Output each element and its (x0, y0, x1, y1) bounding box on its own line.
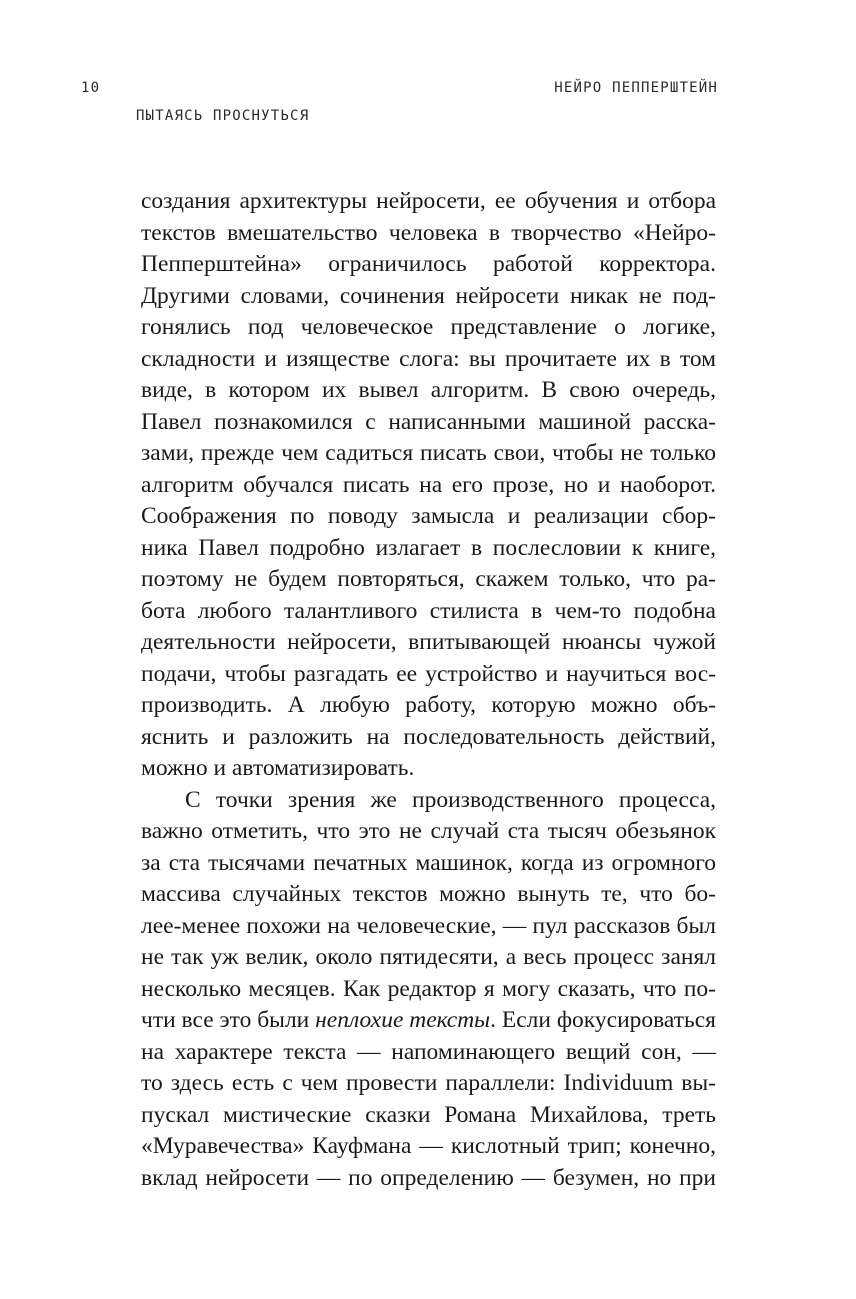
paragraph-1 (141, 186, 716, 785)
text-line: поэтому не будем повторяться, скажем только, что ра- (141, 566, 716, 592)
text-line: пускал мистические сказки Романа Михайлова, треть (141, 1101, 716, 1128)
text-line: подачи, чтобы разгадать ее устройство и научиться вос- (141, 660, 716, 687)
text-line: за ста тысячами печатных машинок, когда из огромного (141, 849, 716, 876)
text-line: Соображения по поводу замысла и реализации сбор- (141, 503, 716, 529)
text-line: алгоритм обучался писать на его прозе, но и наоборот. (141, 471, 716, 498)
text-line: производить. А любую работу, которую можно объ- (141, 692, 716, 718)
text-line: деятельности нейросети, впитывающей нюансы чужой (141, 629, 716, 655)
text-line: гонялись под человеческое представление о логике, (141, 314, 716, 340)
text-line: ника Павел подробно излагает в послесловии к книге, (141, 534, 716, 561)
text-line: «Муравечества» Кауфмана — кислотный трип; конечно, (141, 1133, 716, 1159)
text-line: вклад нейросети — по определению — безумен, но при (141, 1164, 716, 1191)
text-line: бота любого талантливого стилиста в чем-то подобна (141, 597, 716, 624)
running-head-author: НЕЙРО ПЕППЕРШТЕЙН (554, 80, 718, 96)
text-line: можно и автоматизировать. (141, 755, 415, 781)
text-line: не так уж велик, около пятидесяти, а весь процесс занял (141, 944, 716, 970)
text-segment: . Если фокусироваться (490, 1007, 716, 1033)
text-line: С точки зрения же производственного процесса, (185, 786, 716, 813)
running-head-title: ПЫТАЯСЬ ПРОСНУТЬСЯ (136, 108, 310, 124)
text-line: Пепперштейна» ограничилось работой корректора. (141, 251, 716, 277)
text-line: зами, прежде чем садиться писать свои, чтобы не только (141, 440, 716, 466)
text-line: Другими словами, сочинения нейросети никак не под- (141, 282, 716, 309)
text-line: массива случайных текстов можно вынуть те, что бо- (141, 881, 716, 907)
text-line: складности и изяществе слога: вы прочитаете их в том (141, 345, 716, 372)
page-number: 10 (81, 80, 101, 96)
text-line: виде, в котором их вывел алгоритм. В свою очередь, (141, 377, 716, 403)
text-line: лее-менее похожи на человеческие, — пул рассказов был (141, 912, 716, 939)
italic-phrase: неплохие тексты (315, 1007, 491, 1033)
text-line: Павел познакомился с написанными машиной расска- (141, 408, 716, 435)
text-line: на характере текста — напоминающего вещий сон, — (141, 1038, 716, 1065)
text-line: создания архитектуры нейросети, ее обучения и отбора (141, 188, 716, 214)
text-line-with-italic (141, 1005, 716, 1037)
text-segment: чти все это были (141, 1007, 316, 1033)
text-line: то здесь есть с чем провести параллели: Individuum вы- (141, 1070, 716, 1096)
text-line: текстов вмешательство человека в творчество «Нейро- (141, 219, 716, 246)
paragraph-2 (141, 785, 716, 1195)
text-line: яснить и разложить на последовательность действий, (141, 723, 716, 750)
text-line: важно отметить, что это не случай ста тысяч обезьянок (141, 818, 716, 844)
text-line: несколько месяцев. Как редактор я могу сказать, что по- (141, 975, 716, 1002)
body-text (141, 186, 716, 1194)
